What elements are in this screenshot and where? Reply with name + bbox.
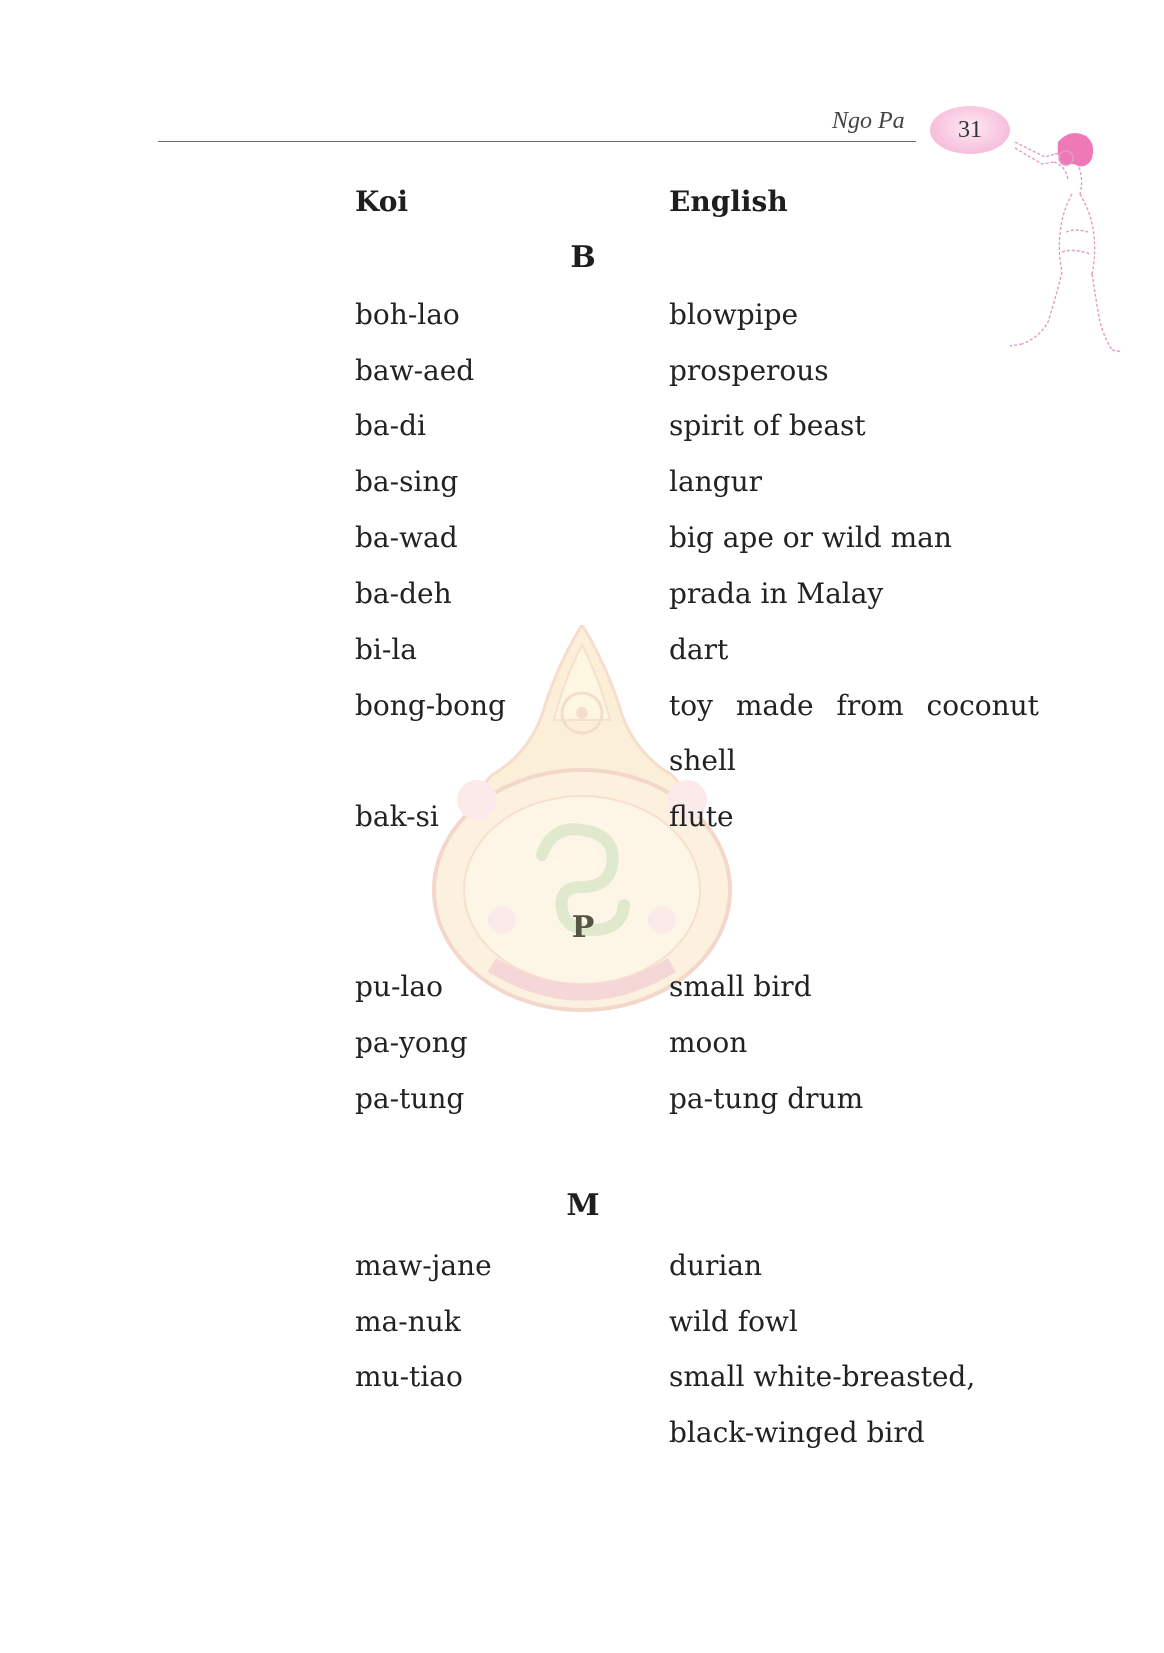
english-meaning: moon — [669, 1026, 748, 1059]
glossary-entry — [0, 521, 1164, 577]
english-meaning: big ape or wild man — [669, 521, 952, 554]
koi-term: pu-lao — [355, 970, 443, 1003]
english-meaning: durian — [669, 1249, 763, 1282]
english-meaning: small white-breasted, — [669, 1360, 976, 1393]
english-meaning: prosperous — [669, 354, 829, 387]
glossary-entry — [0, 800, 1164, 856]
column-header-english: English — [669, 185, 788, 218]
koi-term: ba-wad — [355, 521, 458, 554]
glossary-entry — [0, 1026, 1164, 1082]
koi-term: pa-tung — [355, 1082, 465, 1115]
koi-term: ba-deh — [355, 577, 452, 610]
glossary-entry — [0, 1249, 1164, 1305]
koi-term: bong-bong — [355, 689, 506, 722]
glossary-entry-continuation — [0, 1416, 1164, 1472]
glossary-entry — [0, 1082, 1164, 1138]
english-meaning: flute — [669, 800, 734, 833]
koi-term: ma-nuk — [355, 1305, 461, 1338]
glossary-entry — [0, 633, 1164, 689]
koi-term: ba-di — [355, 409, 426, 442]
glossary-entry — [0, 354, 1164, 410]
glossary-entry-continuation — [0, 744, 1164, 800]
english-meaning: spirit of beast — [669, 409, 866, 442]
running-title: Ngo Pa — [832, 108, 905, 134]
english-meaning-continued: shell — [669, 744, 736, 777]
english-meaning: pa-tung drum — [669, 1082, 864, 1115]
koi-term: mu-tiao — [355, 1360, 463, 1393]
english-meaning: wild fowl — [669, 1305, 798, 1338]
english-meaning: dart — [669, 633, 729, 666]
koi-term: ba-sing — [355, 465, 459, 498]
page-number: 31 — [958, 116, 982, 143]
column-header-koi: Koi — [355, 185, 409, 218]
koi-term: pa-yong — [355, 1026, 468, 1059]
english-meaning: prada in Malay — [669, 577, 884, 610]
english-meaning-continued: black-winged bird — [669, 1416, 925, 1449]
koi-term: bi-la — [355, 633, 417, 666]
glossary-entry — [0, 970, 1164, 1026]
header-rule — [158, 141, 916, 142]
koi-term: bak-si — [355, 800, 439, 833]
glossary-entry — [0, 1360, 1164, 1416]
glossary-entry — [0, 465, 1164, 521]
page-number-badge — [930, 106, 1010, 154]
english-meaning: langur — [669, 465, 763, 498]
koi-term: maw-jane — [355, 1249, 492, 1282]
glossary-entry — [0, 577, 1164, 633]
glossary-entry — [0, 409, 1164, 465]
glossary-entry — [0, 1305, 1164, 1361]
english-meaning: small bird — [669, 970, 812, 1003]
glossary-entry — [0, 298, 1164, 354]
glossary-entry — [0, 689, 1164, 745]
koi-term: baw-aed — [355, 354, 475, 387]
english-meaning: blowpipe — [669, 298, 799, 331]
english-meaning: toy made from coconut — [669, 689, 1039, 722]
koi-term: boh-lao — [355, 298, 460, 331]
